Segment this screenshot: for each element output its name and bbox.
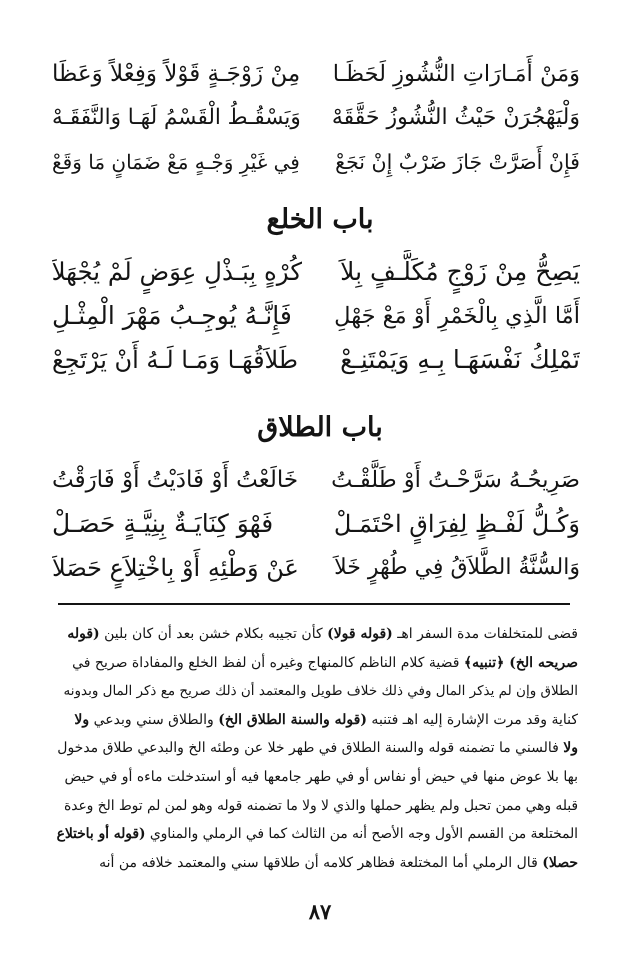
commentary-text: قضى للمتخلفات مدة السفر اهـ xyxy=(392,626,578,642)
verse-second-hemistich: وَيَسْقُـطُ الْقَسْمُ لَهَـا وَالنَّفَقَـهْ xyxy=(52,105,301,130)
verse-line xyxy=(52,502,580,546)
commentary-text: فالسني ما تضمنه قوله والسنة الطلاق في طهر خلا عن وطئه الخ والبدعي طلاق مدخول xyxy=(57,740,564,757)
commentary-quote: ولا xyxy=(563,740,578,757)
verse-first-hemistich: وَالسُّنَّةُ الطَّلاَقُ فِي طُهْرٍ خَلاَ xyxy=(334,555,580,580)
poem-verses-nushuz xyxy=(52,52,580,184)
commentary-quote: (قوله أو باختلاع xyxy=(56,826,146,843)
page-number: ٨٧ xyxy=(308,899,332,924)
commentary-text: قضية كلام الناظم كالمنهاج وغيره أن لفظ الخلع والمفاداة صريح في xyxy=(72,654,464,671)
verse-second-hemistich: كُرْهٍ بِبَـذْلِ عِوَضٍ لَمْ يُجْهَلاَ xyxy=(52,257,302,286)
verse-first-hemistich: فَإِنْ أَصَرَّتْ جَازَ ضَرْبٌ إِنْ نَجَعْ xyxy=(335,150,580,174)
verse-first-hemistich: وَكُـلُّ لَفْـظٍ لِفِرَاقٍ احْتَمَـلْ xyxy=(333,510,580,538)
commentary-text: قال الرملي أما المختلعة فظاهر كلامه أن طلاقها سني والمعتمد خلافه من أنه xyxy=(99,854,543,871)
verse-first-hemistich: أَمَّا الَّذِي بِالْخَمْرِ أَوْ مَعْ جَهْلِ xyxy=(334,303,580,329)
poem-verses-khul xyxy=(52,250,580,382)
commentary-text: بها بلا عوض منها في حيض أو نفاس أو في طهر جامعها فيه أو استدخلت ماءه أو في حيض xyxy=(64,768,578,785)
commentary-text: قبله وهي ممن تحبل ولم يظهر حملها والذي لا ولا ما تضمنه قوله وهو لمن لم توط الخ وعدة xyxy=(64,797,578,814)
verse-first-hemistich: وَمَنْ أَمَـارَاتِ النُّشُوزِ لَحَظَـا xyxy=(332,61,580,87)
verse-second-hemistich: فَهْوَ كِنَايَـةٌ بِنِيَّـةٍ حَصَـلْ xyxy=(52,509,274,538)
footnote-commentary xyxy=(56,620,578,877)
verse-line xyxy=(52,546,580,590)
verse-second-hemistich: طَلاَقُهَـا وَمَـا لَـهُ أَنْ يَرْتَجِعْ xyxy=(52,346,298,374)
commentary-quote: حصلا) xyxy=(542,854,578,871)
commentary-line xyxy=(56,649,578,678)
commentary-line xyxy=(56,677,578,706)
verse-second-hemistich: فَإِنَّـهُ يُوجِـبُ مَهْرَ الْمِثْـلِ xyxy=(52,301,292,330)
chapter-title-talaq: باب الطلاق xyxy=(257,412,383,443)
verse-first-hemistich: تَمْلِكُ نَفْسَهَـا بِـهِ وَيَمْتَنِـعْ xyxy=(340,345,580,374)
commentary-line xyxy=(56,849,578,878)
verse-line xyxy=(52,140,580,184)
commentary-line xyxy=(56,820,578,849)
verse-line xyxy=(52,458,580,502)
verse-line xyxy=(52,338,580,382)
verse-line xyxy=(52,96,580,140)
verse-first-hemistich: يَصِحُّ مِنْ زَوْجٍ مُكَلَّـفٍ بِلاَ xyxy=(340,257,580,286)
commentary-quote: ولا xyxy=(74,711,90,728)
footnote-divider xyxy=(58,603,570,605)
verse-line xyxy=(52,250,580,294)
commentary-text: كأن تجيبه بكلام خشن بعد أن كان بلين xyxy=(99,626,328,642)
poem-verses-talaq xyxy=(52,458,580,590)
commentary-quote: (قوله xyxy=(67,626,100,642)
commentary-quote: صريحه الخ) xyxy=(504,654,578,671)
commentary-line xyxy=(56,792,578,821)
verse-line xyxy=(52,294,580,338)
commentary-quote: (قوله والسنة الطلاق الخ) xyxy=(218,711,367,728)
verse-second-hemistich: فِي غَيْرِ وَجْـهٍ مَعْ ضَمَانٍ مَا وَقَعْ xyxy=(52,150,300,174)
commentary-text: الطلاق وإن لم يذكر المال وفي ذلك خلاف طويل والمعتمد أن ذلك صريح مع ذكر المال وبدونه xyxy=(63,683,578,700)
verse-line xyxy=(52,52,580,96)
verse-second-hemistich: خَالَعْتُ أَوْ فَادَيْتُ أَوْ فَارَقْتُ xyxy=(52,467,299,493)
verse-second-hemistich: عَنْ وَطْئِهِ أَوْ بِاخْتِلاَعٍ حَصَلاَ xyxy=(52,554,299,582)
commentary-line xyxy=(56,734,578,763)
commentary-text: كناية وقد مرت الإشارة إليه اهـ فتنبه xyxy=(366,711,578,728)
commentary-quote: (قوله قولا) xyxy=(327,626,393,642)
verse-second-hemistich: مِنْ زَوْجَـةٍ قَوْلاً وَفِعْلاً وَعَظَا xyxy=(52,61,301,87)
commentary-text: المختلعة من القسم الأول وجه الأصح أنه من الثالث كما في الرملي والمناوي xyxy=(145,826,578,843)
verse-first-hemistich: صَرِيحُـهُ سَرَّحْـتُ أَوْ طَلَّقْـتُ xyxy=(331,467,580,493)
commentary-quote: ﴿تنبيه﴾ xyxy=(463,654,505,671)
commentary-line xyxy=(56,706,578,735)
verse-first-hemistich: وَلْيَهْجُرَنْ حَيْثُ النُّشُوزُ حَقَّقَهْ xyxy=(331,105,580,130)
commentary-text: والطلاق سني وبدعي xyxy=(89,711,219,728)
commentary-line xyxy=(56,763,578,792)
commentary-line xyxy=(56,620,578,649)
chapter-title-khul: باب الخلع xyxy=(266,204,374,235)
